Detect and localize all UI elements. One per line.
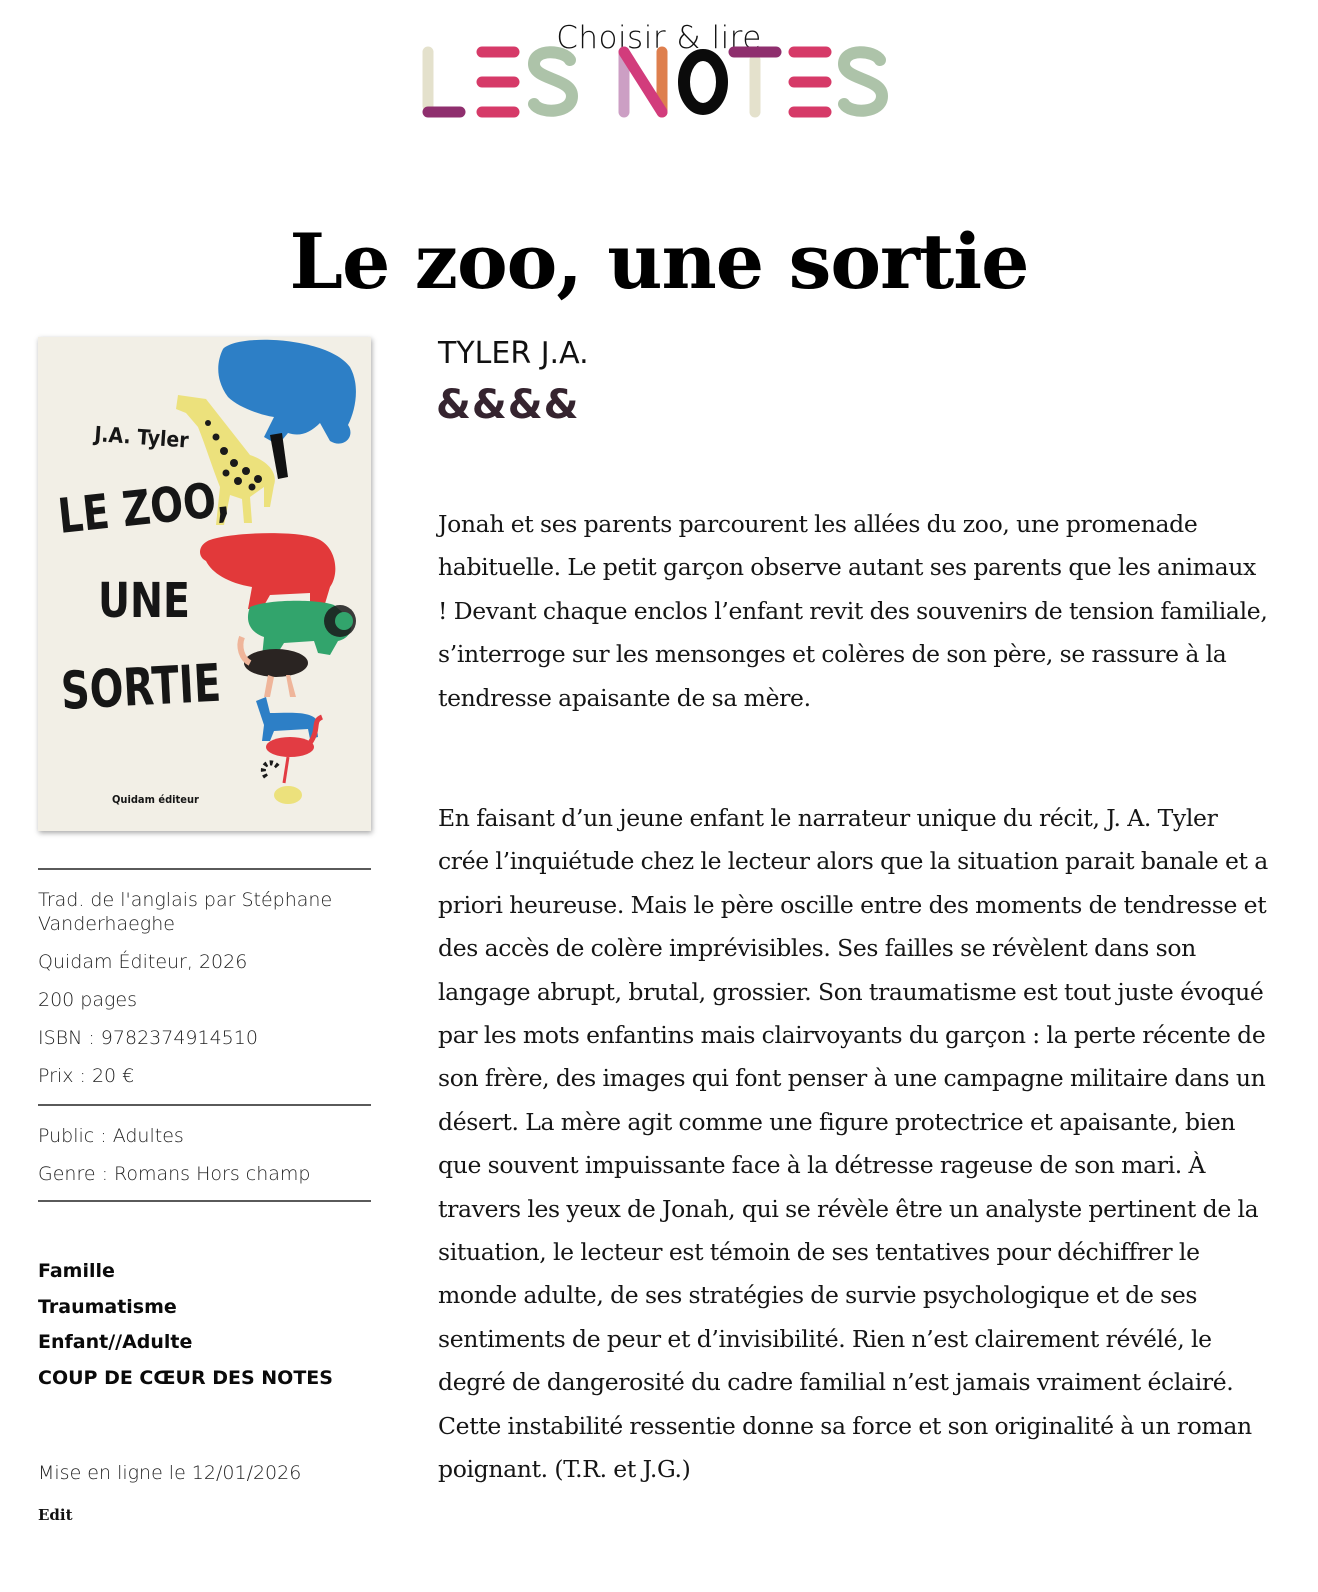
genre: Genre : Romans Hors champ bbox=[38, 1163, 311, 1185]
page-title: Le zoo, une sortie bbox=[289, 217, 1029, 306]
public-audience: Public : Adultes bbox=[38, 1125, 184, 1147]
cover-publisher: Quidam éditeur bbox=[112, 793, 199, 806]
book-cover-illustration bbox=[38, 337, 371, 831]
logo-letter-n-diagonal bbox=[624, 52, 662, 112]
tag-link-famille[interactable]: Famille bbox=[38, 1260, 115, 1282]
cover-author: J.A. Tyler bbox=[93, 422, 190, 453]
author-name[interactable]: TYLER J.A. bbox=[438, 336, 589, 371]
tag-link-coup-de-coeur[interactable]: COUP DE CŒUR DES NOTES bbox=[38, 1366, 333, 1389]
cover-title-line-3: SORTIE bbox=[59, 652, 251, 722]
price: Prix : 20 € bbox=[38, 1065, 135, 1087]
isbn: ISBN : 9782374914510 bbox=[38, 1027, 258, 1049]
cover-title-line-1: LE ZOO, bbox=[55, 469, 253, 545]
tag-list bbox=[38, 1254, 333, 1396]
divider bbox=[38, 1200, 371, 1202]
divider bbox=[38, 1104, 371, 1106]
logo-letter-s-2 bbox=[844, 52, 882, 110]
edit-link[interactable]: Edit bbox=[38, 1506, 73, 1524]
tag-link-traumatisme[interactable]: Traumatisme bbox=[38, 1295, 177, 1318]
publication-date: Mise en ligne le 12/01/2026 bbox=[38, 1462, 302, 1484]
rating-ampersands: &&&& bbox=[436, 382, 580, 428]
review-paragraph: En faisant d’un jeune enfant le narrateur unique du récit, J. A. Tyler crée l’inquiétude chez le lecteur alors que la situation parait banale et a priori heureuse. Mais le père oscille entre des moments de tendresse et des accès de colère imprévisibles. Ses failles se révèlent dans son langage abrupt, brutal, grossier. Son traumatisme est tout juste évoqué par les mots enfantins mais clairvoyants du garçon : la perte récente de son frère, des images qui font penser à une campagne militaire dans un désert. La mère agit comme une figure protectrice et apaisante, bien que souvent impuissante face à la détresse rageuse de son mari. À travers les yeux de Jonah, qui se révèle être un analyste pertinent de la situation, le lecteur est témoin de ses tentatives pour déchiffrer le monde adulte, de ses stratégies de survie psychologique et de ses sentiments de peur et d’invisibilité. Rien n’est clairement révélé, le degré de dangerosité du cadre familial n’est jamais vraiment éclairé. Cette instabilité ressentie donne sa force et son originalité à un roman poignant. (T.R. et J.G.) bbox=[438, 804, 1268, 1484]
tag-link-enfant-adulte[interactable]: Enfant//Adulte bbox=[38, 1331, 193, 1353]
page-count: 200 pages bbox=[38, 989, 137, 1011]
audience-info bbox=[38, 1124, 371, 1200]
logo-letter-e-2 bbox=[794, 52, 826, 112]
logo-letter-e bbox=[482, 52, 514, 112]
divider bbox=[38, 868, 371, 870]
logo-letter-s bbox=[534, 52, 572, 110]
logo-letter-o bbox=[684, 55, 722, 109]
cover-title-line-2: UNE bbox=[98, 573, 190, 629]
review-paragraph: Jonah et ses parents parcourent les allées du zoo, une promenade habituelle. Le petit garçon observe autant ses parents que les animaux ! Devant chaque enclos l’enfant revit des souvenirs de tension familiale, s’interroge sur les mensonges et colères de son père, se rassure à la tendresse apaisante de sa mère. bbox=[438, 510, 1268, 712]
publisher-info: Quidam Éditeur, 2026 bbox=[38, 951, 248, 973]
logo-tagline: Choisir & lire bbox=[556, 20, 762, 56]
les-notes-logo[interactable] bbox=[422, 46, 892, 118]
book-details bbox=[38, 888, 371, 1102]
book-cover bbox=[38, 337, 371, 831]
translation-info: Trad. de l'anglais par Stéphane Vanderhaeghe bbox=[38, 889, 333, 935]
